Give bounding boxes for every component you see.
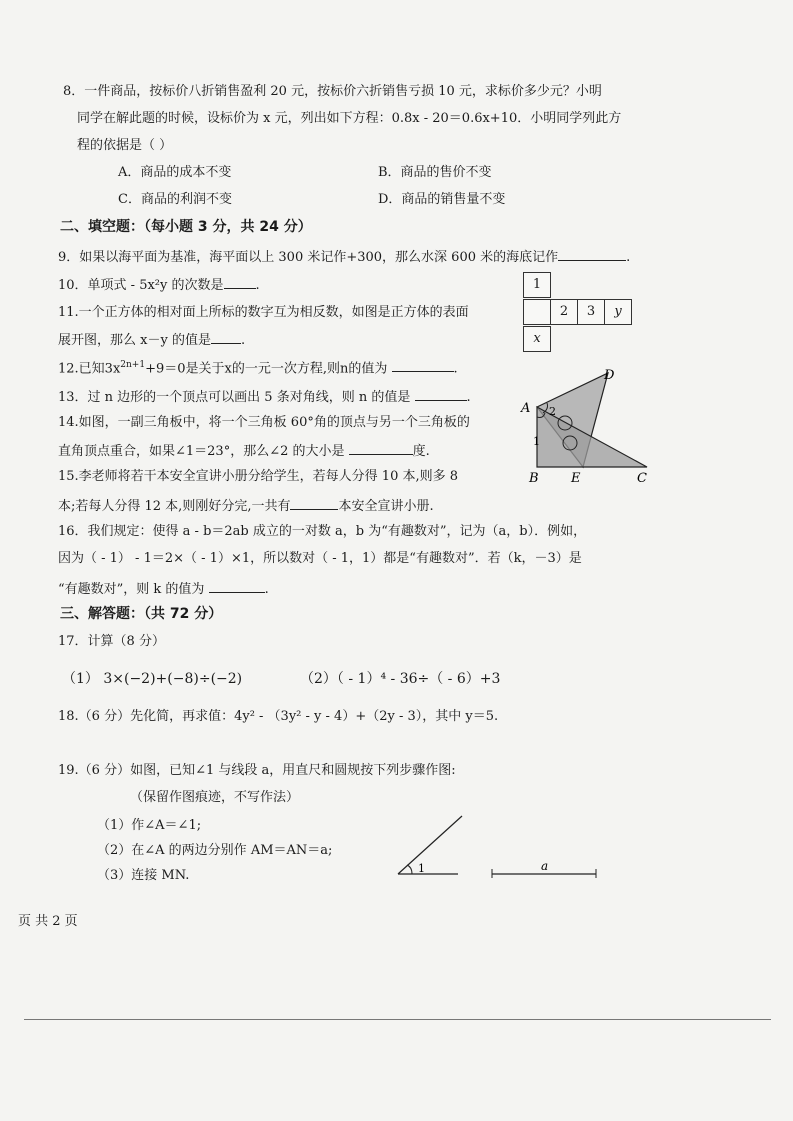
q15-line2	[58, 495, 434, 516]
q14-line1: 14.如图，一副三角板中，将一个三角板 60°角的顶点与另一个三角板的	[58, 415, 470, 430]
net-cell-2: 2	[550, 299, 578, 325]
segment-a-label: a	[541, 859, 549, 873]
q17-title: 17．计算（8 分）	[58, 634, 165, 649]
q15-tail: 本安全宣讲小册.	[338, 499, 434, 514]
q12-pre: 12.已知3x	[58, 361, 121, 377]
q10-text: 10．单项式 - 5x²y 的次数是	[58, 278, 224, 293]
q8-line2: 同学在解此题的时候，设标价为 x 元，列出如下方程：0.8x - 20＝0.6x+10．小明同学列此方	[77, 111, 622, 126]
section-3-heading: 三、解答题：（共 72 分）	[60, 606, 223, 622]
q14-blank	[349, 440, 413, 455]
section-2-heading: 二、填空题：（每小题 3 分，共 24 分）	[60, 219, 312, 235]
q11-text: 展开图，那么 x－y 的值是	[58, 333, 211, 348]
q19-line1: 19.（6 分）如图，已知∠1 与线段 a，用直尺和圆规按下列步骤作图:	[58, 763, 456, 778]
q19-note: （保留作图痕迹，不写作法）	[130, 790, 300, 805]
q15-text: 本;若每人分得 12 本,则刚好分完,一共有	[58, 499, 291, 514]
q14-line2	[58, 440, 430, 461]
q17-part1: （1） 3×(−2)+(−8)÷(−2)	[62, 671, 243, 687]
bottom-rule	[24, 1019, 771, 1020]
q9-blank	[558, 246, 626, 261]
label-a: A	[521, 401, 531, 416]
q15-line1: 15.李老师将若干本安全宣讲小册分给学生，若每人分得 10 本,则多 8	[58, 469, 459, 484]
angle-label-1: 1	[533, 435, 540, 448]
net-cell-blank	[523, 299, 551, 325]
q13-blank	[415, 386, 467, 401]
label-c: C	[637, 471, 647, 485]
label-b: B	[529, 471, 539, 485]
q8-line1: 8．一件商品，按标价八折销售盈利 20 元，按标价六折销售亏损 10 元，求标价多少元？小明	[63, 84, 602, 99]
q12-post: +9＝0是关于x的一元一次方程,则n的值为	[145, 361, 388, 377]
q16-line1: 16．我们规定：使得 a - b＝2ab 成立的一对数 a，b 为“有趣数对”，记为（a，b）．例如，	[58, 524, 587, 539]
label-d: D	[604, 368, 615, 383]
q19-step2: （2）在∠A 的两边分别作 AM＝AN＝a;	[97, 843, 333, 858]
angle-and-segment-figure	[390, 812, 605, 882]
q9-line: 9．如果以海平面为基准，海平面以上 300 米记作+300，那么水深 600 米的海底记作 .	[58, 246, 630, 267]
q12-blank	[392, 357, 454, 372]
angle-1-label: 1	[418, 862, 425, 875]
q17-part2: （2）（ - 1）⁴ - 36÷（ - 6）+3	[300, 671, 501, 687]
net-cell-x: x	[523, 326, 551, 352]
triangle-set-figure	[515, 365, 655, 485]
q18-line: 18.（6 分）先化简，再求值：4y² - （3y² - y - 4）+（2y - 3），其中 y＝5.	[58, 709, 499, 724]
angle-1-mark	[407, 865, 412, 874]
q8-option-d: D．商品的销售量不变	[378, 192, 506, 207]
q13-line: 13．过 n 边形的一个顶点可以画出 5 条对角线，则 n 的值是 .	[58, 386, 471, 407]
q12-line: 12.已知$3x^{2n+1}+9=0$是关于x的一元一次方程,则n的值为 .	[58, 356, 458, 378]
q14-unit: 度.	[412, 444, 430, 459]
net-cell-y: y	[604, 299, 632, 325]
q16-line3: “有趣数对”，则 k 的值为 .	[58, 578, 269, 599]
q10-line: 10．单项式 - 5x²y 的次数是 .	[58, 274, 260, 295]
q14-text: 直角顶点重合，如果∠1＝23°，那么∠2 的大小是	[58, 444, 345, 459]
q8-line3: 程的依据是（ ）	[77, 138, 173, 153]
q19-step1: （1）作∠A＝∠1;	[97, 818, 202, 833]
angle-label-2: 2	[549, 405, 556, 418]
label-e: E	[571, 471, 581, 485]
q11-blank	[211, 329, 241, 344]
q15-blank	[290, 495, 338, 510]
q9-text: 9．如果以海平面为基准，海平面以上 300 米记作+300，那么水深 600 米的海底记作	[58, 250, 559, 265]
q11-line1: 11.一个正方体的相对面上所标的数字互为相反数，如图是正方体的表面	[58, 305, 469, 320]
q12-exponent: 2n+1	[120, 360, 146, 370]
q8-option-c: C．商品的利润不变	[118, 192, 232, 207]
q8-option-b: B．商品的售价不变	[378, 165, 492, 180]
q11-line2: 展开图，那么 x－y 的值是 .	[58, 329, 245, 350]
q8-option-a: A．商品的成本不变	[118, 165, 232, 180]
q10-blank	[224, 274, 256, 289]
q16-text: “有趣数对”，则 k 的值为	[58, 582, 205, 597]
q16-line2: 因为（ - 1） - 1＝2×（ - 1）×1，所以数对（ - 1，1）都是“有趣数对”．若（k，－3）是	[58, 551, 582, 566]
q19-step3: （3）连接 MN.	[97, 868, 190, 883]
page-footer: 页 共 2 页	[18, 914, 78, 929]
net-cell-3: 3	[577, 299, 605, 325]
net-cell-1: 1	[523, 272, 551, 298]
q13-text: 13．过 n 边形的一个顶点可以画出 5 条对角线，则 n 的值是	[58, 390, 411, 405]
q16-blank	[209, 578, 265, 593]
